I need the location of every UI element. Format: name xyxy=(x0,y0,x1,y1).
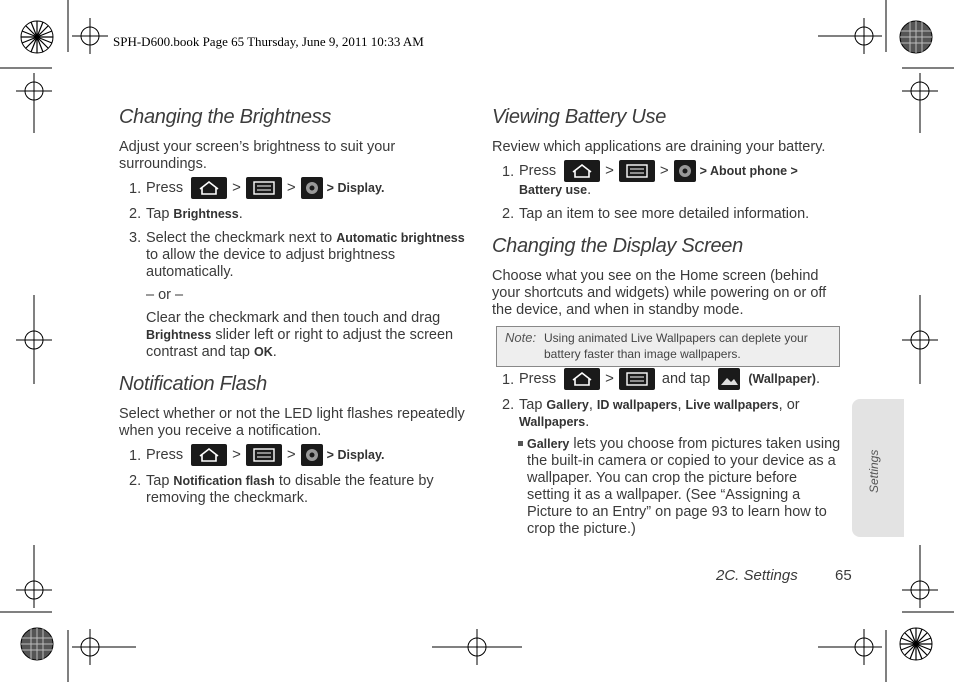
battery-step2: Tap an item to see more detailed information. xyxy=(519,206,810,222)
footer-section: 2C. Settings xyxy=(716,567,798,584)
display-step1: Press > and tap (Wallpaper). xyxy=(519,368,820,390)
note-box xyxy=(496,326,840,367)
display-step2: Tap Gallery, ID wallpapers, Live wallpapers, or Wallpapers. xyxy=(519,397,800,430)
note-label: Note: xyxy=(505,330,537,345)
print-color-wheel-icon xyxy=(21,628,53,660)
print-header: SPH-D600.book Page 65 Thursday, June 9, 2011 10:33 AM xyxy=(113,34,424,49)
battery-use-line: Battery use. xyxy=(519,182,592,198)
display-label: > Display. xyxy=(326,448,385,462)
step-number: 1. xyxy=(502,164,515,180)
menu-key-icon xyxy=(619,368,655,390)
print-color-wheel-icon xyxy=(900,21,932,53)
step-number: 2. xyxy=(129,206,142,222)
brightness-step3: Select the checkmark next to Automatic brightness to allow the device to adjust brightness automatically. xyxy=(146,230,465,280)
side-tab-label: Settings xyxy=(867,449,881,493)
print-color-wheel-icon xyxy=(900,628,932,660)
display-label: > Display. xyxy=(326,181,385,195)
brightness-step1: Press > > > Display. xyxy=(146,177,384,199)
step-number: 2. xyxy=(502,206,515,222)
display-intro: Choose what you see on the Home screen (behind your shortcuts and widgets) while powering on or off the device, and when in standby mode. xyxy=(492,268,827,318)
brightness-step2: Tap Brightness. xyxy=(146,206,243,222)
notification-intro: Select whether or not the LED light flashes repeatedly when you receive a notification. xyxy=(119,406,465,439)
step-text: Press xyxy=(146,180,184,196)
settings-gear-icon xyxy=(301,177,323,199)
notification-heading: Notification Flash xyxy=(119,373,267,395)
step-number: 1. xyxy=(129,448,142,464)
print-color-wheel-icon xyxy=(21,21,53,53)
wallpaper-image-icon xyxy=(718,368,740,390)
gallery-bullet: Gallery lets you choose from pictures taken using the built-in camera or copied to your device as a wallpaper. You can crop the picture before setting it as a wallpaper. (See “Assigning a Picture to an Entry” on page 93 to learn how to crop the picture.) xyxy=(527,436,841,537)
display-heading: Changing the Display Screen xyxy=(492,235,743,257)
brightness-heading: Changing the Brightness xyxy=(119,106,332,128)
menu-key-icon xyxy=(619,160,655,182)
battery-step1: Press > > > About phone > xyxy=(519,160,798,182)
notification-step1: Press > > > Display. xyxy=(146,444,384,466)
about-phone-label: > About phone > xyxy=(699,164,798,178)
step-number: 3. xyxy=(129,230,142,246)
home-key-icon xyxy=(191,444,227,466)
note-text: Using animated Live Wallpapers can deplete your battery faster than image wallpapers. xyxy=(544,331,808,361)
home-key-icon xyxy=(564,368,600,390)
step-number: 2. xyxy=(129,473,142,489)
home-key-icon xyxy=(564,160,600,182)
step-number: 1. xyxy=(502,372,515,388)
step-number: 2. xyxy=(502,397,515,413)
step-number: 1. xyxy=(129,181,142,197)
page-number: 65 xyxy=(835,567,852,584)
battery-heading: Viewing Battery Use xyxy=(492,106,667,128)
side-tab xyxy=(852,399,904,537)
settings-gear-icon xyxy=(301,444,323,466)
wallpaper-label: (Wallpaper) xyxy=(748,372,816,386)
settings-gear-icon xyxy=(674,160,696,182)
brightness-intro: Adjust your screen’s brightness to suit your surroundings. xyxy=(119,139,396,172)
notification-step2: Tap Notification flash to disable the feature by removing the checkmark. xyxy=(146,473,434,506)
menu-key-icon xyxy=(246,177,282,199)
home-key-icon xyxy=(191,177,227,199)
battery-intro: Review which applications are draining your battery. xyxy=(492,139,826,155)
brightness-alt: Clear the checkmark and then touch and drag Brightness slider left or right to adjust the screen contrast and tap OK. xyxy=(146,310,454,360)
menu-key-icon xyxy=(246,444,282,466)
or-separator: – or – xyxy=(146,287,184,303)
bullet-square-icon xyxy=(518,441,523,446)
